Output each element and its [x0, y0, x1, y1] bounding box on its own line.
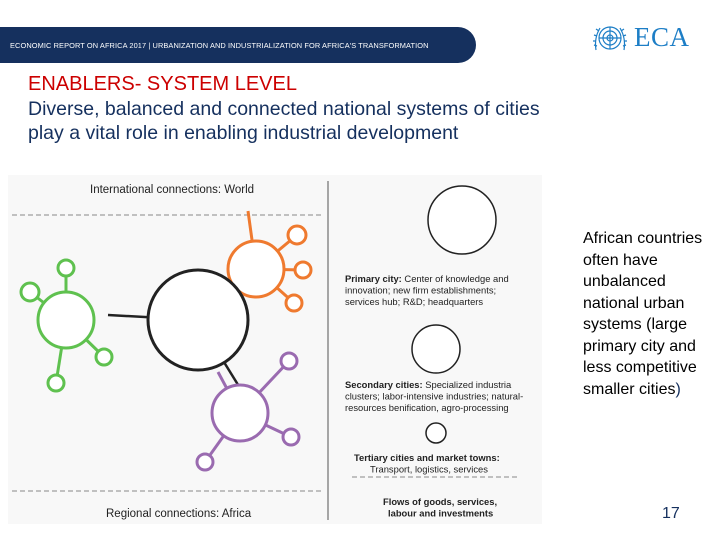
- green-secondary-city: [38, 292, 94, 348]
- purple-secondary-cluster: [197, 353, 299, 470]
- legend-primary-line2: innovation; new firm establishments;: [345, 284, 497, 296]
- legend-tertiary-heading: Tertiary cities and market towns:: [354, 452, 500, 463]
- title-line-2: Diverse, balanced and connected national systems of cities: [28, 97, 540, 120]
- logo-text: ECA: [634, 22, 690, 52]
- report-banner: [0, 27, 476, 63]
- flows-line2: labour and investments: [388, 507, 494, 519]
- green-secondary-cluster: [21, 260, 112, 391]
- urban-systems-diagram: [8, 175, 542, 524]
- banner-text: ECONOMIC REPORT ON AFRICA 2017 | URBANIZATION AND INDUSTRIALIZATION FOR AFRICA'S TRANSFORMATION: [10, 40, 429, 50]
- primary-city: [148, 270, 248, 370]
- legend-secondary-rest: Specialized industria: [422, 379, 512, 390]
- bottom-label: Regional connections: Africa: [106, 508, 252, 520]
- green-tertiary-town: [58, 260, 74, 276]
- purple-tertiary-town: [283, 429, 299, 445]
- slide-title: [28, 72, 718, 146]
- legend-secondary-line2: clusters; labor-intensive industries; natural-: [345, 390, 524, 402]
- legend-secondary-heading: Secondary cities:: [345, 379, 423, 390]
- legend-flows-text: [383, 496, 500, 519]
- orange-tertiary-town: [288, 226, 306, 244]
- orange-tertiary-town: [295, 262, 311, 278]
- legend-primary-line3: services hub; R&D; headquarters: [345, 296, 484, 307]
- legend-primary-circle: [428, 186, 496, 254]
- legend-secondary-circle: [412, 325, 460, 373]
- green-tertiary-town: [21, 283, 39, 301]
- top-label: International connections: World: [90, 184, 255, 196]
- legend-secondary-text: [345, 379, 526, 413]
- side-note: [583, 228, 713, 400]
- title-line-3: play a vital role in enabling industrial development: [28, 122, 459, 144]
- flows-line1: Flows of goods, services,: [383, 496, 498, 507]
- green-tertiary-town: [96, 349, 112, 365]
- side-note-text: African countries often have unbalanced national urban systems (large primary city and less competitive smaller cities: [583, 230, 703, 398]
- legend-tertiary-circle: [426, 423, 446, 443]
- un-emblem-icon: [590, 20, 630, 60]
- eca-logo: [590, 20, 700, 60]
- page-number: 17: [662, 505, 680, 522]
- legend-tertiary-line2: Transport, logistics, services: [370, 463, 488, 475]
- legend-primary-heading: Primary city:: [345, 273, 402, 284]
- purple-secondary-city: [212, 385, 268, 441]
- title-line-1: ENABLERS- SYSTEM LEVEL: [28, 73, 297, 95]
- legend-tertiary-text: [354, 452, 502, 475]
- green-tertiary-town: [48, 375, 64, 391]
- side-note-paren: ): [675, 380, 681, 398]
- legend-primary-rest: Center of knowledge and: [401, 273, 509, 284]
- legend-primary-text: [345, 273, 511, 307]
- orange-tertiary-town: [286, 295, 302, 311]
- purple-tertiary-town: [281, 353, 297, 369]
- legend-secondary-line3: resources benification, agro-processing: [345, 402, 509, 413]
- purple-tertiary-town: [197, 454, 213, 470]
